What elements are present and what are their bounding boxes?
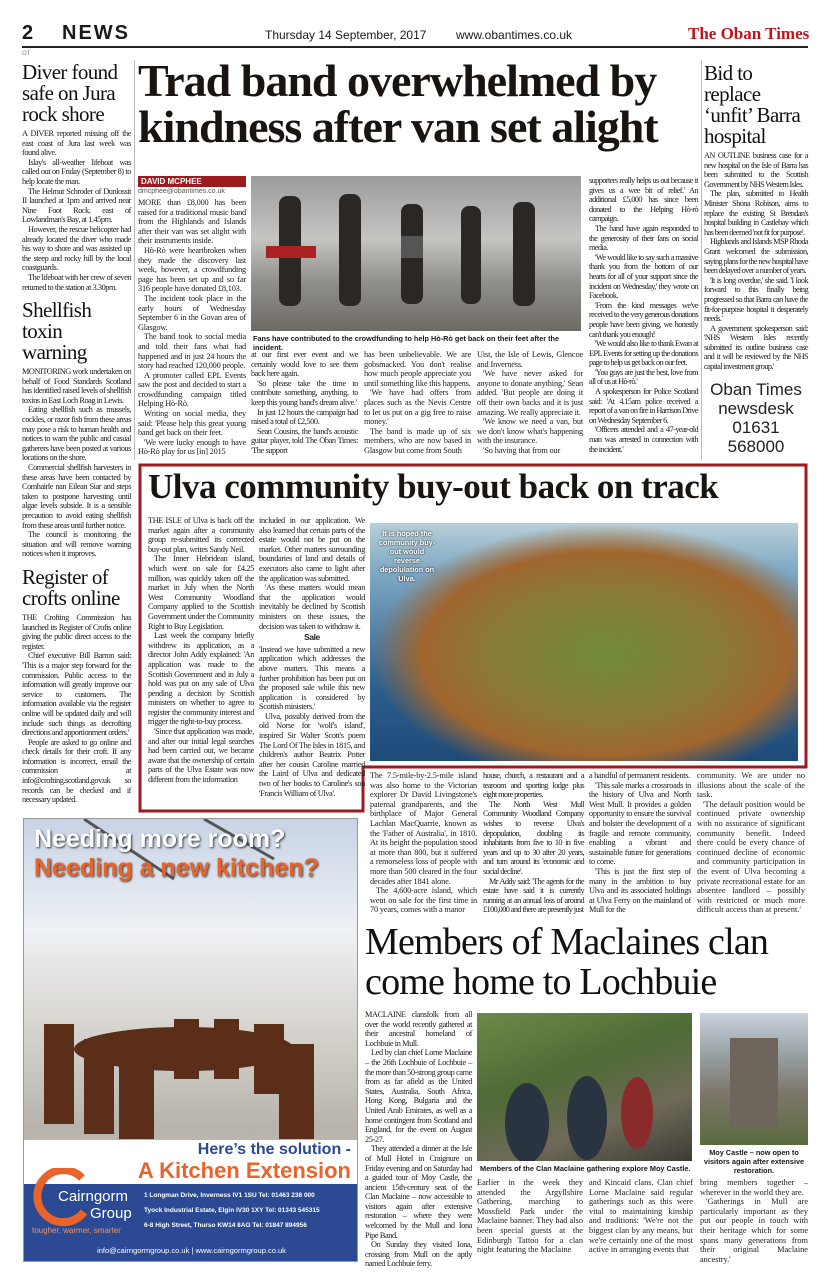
paragraph: A DIVER reported missing off the east coast of Jura last week was found alive. <box>22 129 131 158</box>
brand-tagline: tougher, warmer, smarter <box>32 1226 121 1235</box>
band-photo-caption: Fans have contributed to the crowdfunding to help Hò-Rò get back on their feet after the incident. <box>253 334 560 352</box>
newsdesk-phone[interactable]: 01631 568000 <box>727 417 785 456</box>
paragraph: Earlier in the week they attended the Argyllshire Gathering, marching to Mossfield Park under the Maclaine banner. They had also been special guests at the Edinburgh Tattoo for a clan night featuring the Maclaine <box>477 1178 583 1255</box>
paragraph: However, the rescue helicopter had already located the diver who made his way to shore and was assisted up the steep and rocky hill by the local coastguards. <box>22 224 131 273</box>
shellfish-headline: Shellfish toxin warning <box>22 298 92 365</box>
newsdesk-line1: Oban Times <box>710 379 802 399</box>
ad-contact[interactable]: info@cairngormgroup.co.uk | www.cairngormgroup.co.uk <box>97 1246 286 1255</box>
paragraph: Eating shellfish such as mussels, cockles, or razor fish from these areas may pose a risk to human health and notices to warn the public and casual gatherers have been posted at various locations on the shore. <box>22 405 131 463</box>
paragraph: and Kincaid clans. Clan chief Lorne Maclaine said regular gatherings such as this were vital to maintaining kinship and traditions: 'We're not the biggest clan by any means, but we're certainly one of the most active in arranging events that <box>589 1178 693 1255</box>
paragraph: MORE than £8,000 has been raised for a traditional music band from the Highlands and Islands after their van was set alight with their instruments inside. <box>138 198 246 246</box>
paragraph: included in our application. We also learned that certain parts of the estate would not be put on the market. Other matters surrounding boundaries of land and details of executors also came to light after the application was submitted. <box>259 516 365 583</box>
paragraph: Mr Addy said: 'The agents for the estate have said it is currently running at an annual loss of around £100,000 and there are presently just <box>483 876 584 915</box>
brand-name-1: Cairngorm <box>58 1188 129 1205</box>
clan-col-1 <box>365 1010 472 1269</box>
ad-solution: Here’s the solution - <box>197 1141 351 1158</box>
section-tag: OT <box>22 51 31 57</box>
paragraph: The band is made up of six members, who are now based in Glasgow but come from South <box>364 426 471 455</box>
paragraph: 'This is just the first step of many in the ambition to buy Ulva and its associated holdings at Ulva Ferry on the mainland of Mull for the <box>589 866 691 915</box>
ulva-headline: Ulva community buy-out back on track <box>148 467 719 506</box>
paragraph: a handful of permanent residents. <box>589 771 690 780</box>
paragraph: 'Instead we have submitted a new application which addresses the above matters. This means a further prohibition has been put on the proposed sale while this new application is considered by Scottish ministers.' <box>259 644 365 712</box>
paragraph: The 7.5-mile-by-2.5-mile island was also home to the Victorian explorer Dr David Livingstone's paternal grandparents, and the birthplace of Major General Lachlan MacQuarrie, known as the 'Father of Australia', in 1810. At its height the population stood at more than 800, but it suffered a remorseless loss of people with more than 500 cleared in the four decades after 1841 alone. <box>370 771 477 886</box>
ulva-col-2a <box>259 516 365 631</box>
paragraph: Ulva, possibly derived from the old Norse for 'wolf's island', inspired Sir Walter Scott's poem The Lord Of The Isles in 1815, and children's author Beatrix Potter after her cousin Caroline married the Laird of Ulva and dedicated two of her books to Caroline's son 'Francis William of Ulva'. <box>259 711 365 798</box>
paragraph: 'You guys are just the best, love from all of us at Hò-rò.' <box>589 367 698 387</box>
paragraph: The band took to social media and told their fans what had happened and in just 24 hours the story had reached 120,000 people. <box>138 332 246 371</box>
section-title: NEWS <box>62 22 130 44</box>
crofts-headline: Register of crofts online <box>22 564 120 610</box>
paragraph: The 4,600-acre island, which went on sale for the first time in 70 years, comes with a manor <box>370 886 477 915</box>
paragraph: 'As these matters would mean that the application would inevitably be declined by Scottish ministers on these issues, the decision was taken to withdraw it. <box>259 583 365 631</box>
ad-contact-band <box>24 1184 358 1262</box>
paragraph: The incident took place in the early hours of Wednesday September 6 in the Govan area of Glasgow. <box>138 293 246 332</box>
paragraph: The plan, submitted to Health Minister Shona Robison, aims to replace the existing St Brendan's hospital building in Castlebay which has been deemed 'not fit for purpose'. <box>704 189 808 237</box>
paragraph: bring members together – wherever in the world they are. <box>700 1178 808 1197</box>
paper-logo: The Oban Times <box>688 24 810 43</box>
diver-headline: Diver found safe on Jura rock shore <box>22 60 118 126</box>
paragraph: 'We would also like to thank Ewan at EPL Events for setting up the donations page to help us get back on our feet. <box>589 339 698 368</box>
paragraph: house, church, a restaurant and a tearoom and sporting lodge plus eight more properties. <box>483 771 584 800</box>
ulva-col-2b <box>259 645 365 799</box>
paragraph: MONITORING work undertaken on behalf of Food Standards Scotland has identified raised levels of shellfish toxins in East Loch Roag in Lewis. <box>22 367 131 405</box>
newsdesk-line2: newsdesk <box>718 398 794 418</box>
paragraph: People are asked to go online and check details for their croft. If any information is incorrect, email the commission at info@crofting.scotland.gov.uk so records can be checked and if necessary updated. <box>22 737 131 805</box>
website-link[interactable]: www.obantimes.co.uk <box>456 28 573 42</box>
moy-castle-photo <box>700 1013 808 1145</box>
ulva-aerial-photo <box>370 523 798 761</box>
ulva-subhead: Sale <box>304 632 320 643</box>
ulva-col-3 <box>370 771 477 915</box>
paragraph: Sean Cousins, the band's acoustic guitar player, told The Oban Times: 'The support <box>251 426 358 455</box>
paragraph: THE Crofting Commission has launched its Register of Crofts online giving the public direct access to the register. <box>22 612 131 651</box>
ulva-col-5 <box>589 771 691 915</box>
paragraph: 'Since that application was made, and after our initial legal searches had been carried out, we became aware that the ownership of certain parts of the Ulva Estate was now different from the information <box>148 727 254 785</box>
paragraph: The lifeboat with her crew of seven returned to the station at 3.30pm. <box>22 272 131 292</box>
ad-line-1: Needing more room? <box>34 825 286 853</box>
page-number: 2 <box>22 22 34 44</box>
ulva-col-4 <box>483 771 584 915</box>
address-line: Tyock Industrial Estate, Elgin IV30 1XY Tel: 01343 545315 <box>144 1207 320 1214</box>
paragraph: THE ISLE of Ulva is back off the market again after a community group re-submitted its corrected buy-out plan, writes Sandy Neil. <box>148 516 254 554</box>
paragraph: at our first ever event and we certainly would love to see them back here again. <box>251 350 358 379</box>
paragraph: 'So having that from our <box>483 445 561 455</box>
paragraph: 'We have never asked for anyone to donate anything,' Sean added. 'But people are doing it off their own backs and it is just amazing. We really appreciate it. <box>477 369 583 417</box>
castle-shape <box>700 1013 808 1145</box>
paragraph: The Helmut Schroder of Dunlossit II launched at 1pm and arrived near Nine Foot Rock, east of Lowlandman's Bay, at 1.45pm. <box>22 186 131 225</box>
barra-headline: Bid to replace ‘unfit’ Barra hospital <box>704 61 801 148</box>
paragraph: 'From the kind messages we've received to the very generous donations people have been giving, we honestly can't thank you enough! <box>589 300 698 339</box>
ad-addresses <box>144 1188 320 1233</box>
clan-photo-caption: Members of the Clan Maclaine gathering explore Moy Castle. <box>480 1164 691 1173</box>
paragraph: A promoter called EPL Events saw the post and decided to start a crowdfunding campaign titled Helping Hò-Rò. <box>138 370 246 409</box>
ad-product: A Kitchen Extension <box>137 1158 351 1183</box>
paragraph: A government spokesperson said: 'NHS Western Isles recently submitted its outline business case and it will be reviewed by the NHS capital investment group.' <box>704 323 808 372</box>
paragraph: Highlands and Islands MSP Rhoda Grant welcomed the submission, saying plans for the new hospital have been delayed over a number of years. <box>704 237 808 276</box>
paragraph: 'We would like to say such a massive thank you from the bottom of our hearts for all of your support since the incident on Wednesday,' they wrote on Facebook. <box>589 252 698 301</box>
paragraph: The council is monitoring the situation and will remove warning notices when it improves. <box>22 530 131 559</box>
paragraph: Writing on social media, they said: 'Please help this great young band get back on their feet. <box>138 409 246 438</box>
paragraph: supporters really helps us out because it gives us a wee bit of relief.' An additional £5,000 has since been donated to the Helping Hò-rò campaign. <box>589 176 698 224</box>
clan-col-4 <box>700 1178 808 1264</box>
paragraph: The Inner Hebridean island, which went on sale for £4.25 million, was quickly taken off the market in July when the North West Community Woodland Company applied to the Scottish Government under the Community Right to Buy Legislation. <box>148 554 254 631</box>
paragraph: A spokesperson for Police Scotland said: 'At 4.15am police received a report of a van on fire in Harrison Drive on Wednesday September 6. <box>589 387 698 425</box>
paragraph: 'We were lucky enough to have Hò-Rò play for us [in] 2015 <box>138 437 246 457</box>
byline: DAVID MCPHEE <box>138 176 246 187</box>
ad-line-2: Needing a new kitchen? <box>34 854 319 882</box>
paragraph: 'Gatherings in Mull are particularly important as they put our people in touch with their heritage which for some spans many generations from their original Maclaine ancestry.' <box>700 1197 808 1264</box>
paragraph: 'We have had offers from places such as the Nevis Centre to let us put on a gig free to raise money.' <box>364 388 471 427</box>
paragraph: Hò-Rò were heartbroken when they made the discovery last week, however, a crowdfunding page has been set up and so far 316 people have donated £8,103. <box>138 245 246 294</box>
clan-col-2 <box>477 1178 583 1255</box>
brand-name-2: Group <box>90 1205 132 1222</box>
paragraph: 'We know we need a van, but we don't know what's happening with the insurance. <box>477 417 583 446</box>
byline-email[interactable]: dmcphee@obantimes.co.uk <box>138 188 225 195</box>
castle-photo-caption: Moy Castle – now open to visitors again after extensive restoration. <box>703 1148 805 1175</box>
paragraph: Commercial shellfish harvesters in these areas have been contacted by Comhairle nan Eilean Siar and steps taken to postpone harvesting until algae levels subside. It is a sensible precaution to avoid eating shellfish from these areas until further notice. <box>22 463 131 530</box>
clan-col-3 <box>589 1178 693 1255</box>
paragraph: 'Officers attended and a 47-year-old man was arrested in connection with the incident.' <box>589 425 698 454</box>
ulva-col-1 <box>148 516 254 785</box>
paragraph: They attended a dinner at the Isle of Mull Hotel in Craignure on Friday evening and on Saturday had a guided tour of Moy Castle, the ancient 15th-century seat of the Clan Maclaine – now accessible to visitors again after extensive restoration – where they were welcomed by the Mull and Iona Pipe Band. <box>365 1144 472 1240</box>
clan-headline: Members of Maclaines clan come home to Lochbuie <box>365 921 769 1003</box>
paragraph: AN OUTLINE business case for a new hospital on the Isle of Barra has been submitted to the Scottish Government by NHS Western Isles. <box>704 151 808 189</box>
paragraph: Islay's all-weather lifeboat was called out on Friday (September 8) to help locate the man. <box>22 157 131 186</box>
paragraph: Led by clan chief Lorne Maclaine – the 26th Lochbuie of Lochbuie – the more than 50-strong group came from as far afield as the United States, Australia, South Africa, Hong Kong, Bulgaria and the United Arab Emirates, as well as a home contingent from Scotland and England, for the event on August 25-27. <box>365 1048 472 1144</box>
paragraph: The North West Mull Community Woodland Company wishes to reverse Ulva's depopulation, doubling its inhabitants from five to 10 in five years and up to 30 after 20 years, and turn around its 'economic and social decline'. <box>483 799 584 876</box>
paragraph: 'The default position would be continued private ownership with no assurance of significant community benefit. Indeed there could be every chance of continued decline of economic and community participation in the event of Ulva becoming a private recreational estate for an absentee landlord – possibly with restricted or much more difficult access than at present.' <box>697 799 805 915</box>
clan-gathering-photo <box>477 1013 692 1161</box>
paragraph: The band have again responded to the generosity of their fans on social media. <box>589 223 698 253</box>
paragraph: Chief executive Bill Barron said: 'This is a major step forward for the commission. Public access to the information will greatly improve our service to customers. The information available via the register online will be updated daily and will include such things as decrofting directions and apportionment orders.' <box>22 651 131 738</box>
paragraph: 'This sale marks a crossroads in the history of Ulva and North West Mull. It provides a golden opportunity to ensure the survival and bolster the development of a fragile and remote community, enabling a vibrant and sustainable future for generations to come. <box>589 780 691 867</box>
paragraph: MACLAINE clansfolk from all over the world recently gathered at their ancestral homeland of Lochbuie in Mull. <box>365 1010 472 1048</box>
paragraph: 'It is long overdue,' she said. 'I look forward to this finally being progressed so that Barra can have the fit-for-purpose hospital it desperately needs.' <box>704 275 808 324</box>
people-figures <box>477 1013 692 1161</box>
address-line: 6-8 High Street, Thurso KW14 8AG Tel: 01847 894956 <box>144 1222 307 1229</box>
paragraph: Uist, the Isle of Lewis, Glencoe and Inverness. <box>477 350 583 369</box>
issue-date: Thursday 14 September, 2017 <box>265 28 427 42</box>
trad-headline: Trad band overwhelmed by kindness after van set alight <box>138 55 658 152</box>
paragraph: In just 12 hours the campaign had raised a total of £2,500. <box>251 407 358 427</box>
address-line: 1 Longman Drive, Inverness IV1 1SU Tel: 01463 238 000 <box>144 1192 315 1199</box>
paragraph: has been unbelievable. We are gobsmacked. You don't realise how much people appreciate you until something like this happens. <box>364 350 471 388</box>
paragraph: On Sunday they visited Iona, crossing from Mull on the aptly named Lochbuie ferry. <box>365 1240 472 1269</box>
ulva-col-6 <box>697 771 805 915</box>
kitchen-advert[interactable] <box>23 818 358 1262</box>
ulva-subhead-wrap <box>259 631 365 645</box>
paragraph: Last week the company briefly withdrew its application, as a director John Addy explained: 'An application was made to the Scottish Government and in July a hold was put on any sale of Ulva pending a decision by Scottish ministers on whether to agree to register the community interest and trigger the right-to-buy process. <box>148 631 254 727</box>
ulva-photo-caption: It is hoped the community buy-out would reverse depolulation on Ulva. <box>378 529 436 583</box>
paragraph: community. We are under no illusions about the scale of the task. <box>697 771 805 800</box>
ulva-col-2 <box>259 516 365 798</box>
paragraph: 'So please take the time to contribute something, anything, to keep this young band's dream alive.' <box>251 378 358 407</box>
